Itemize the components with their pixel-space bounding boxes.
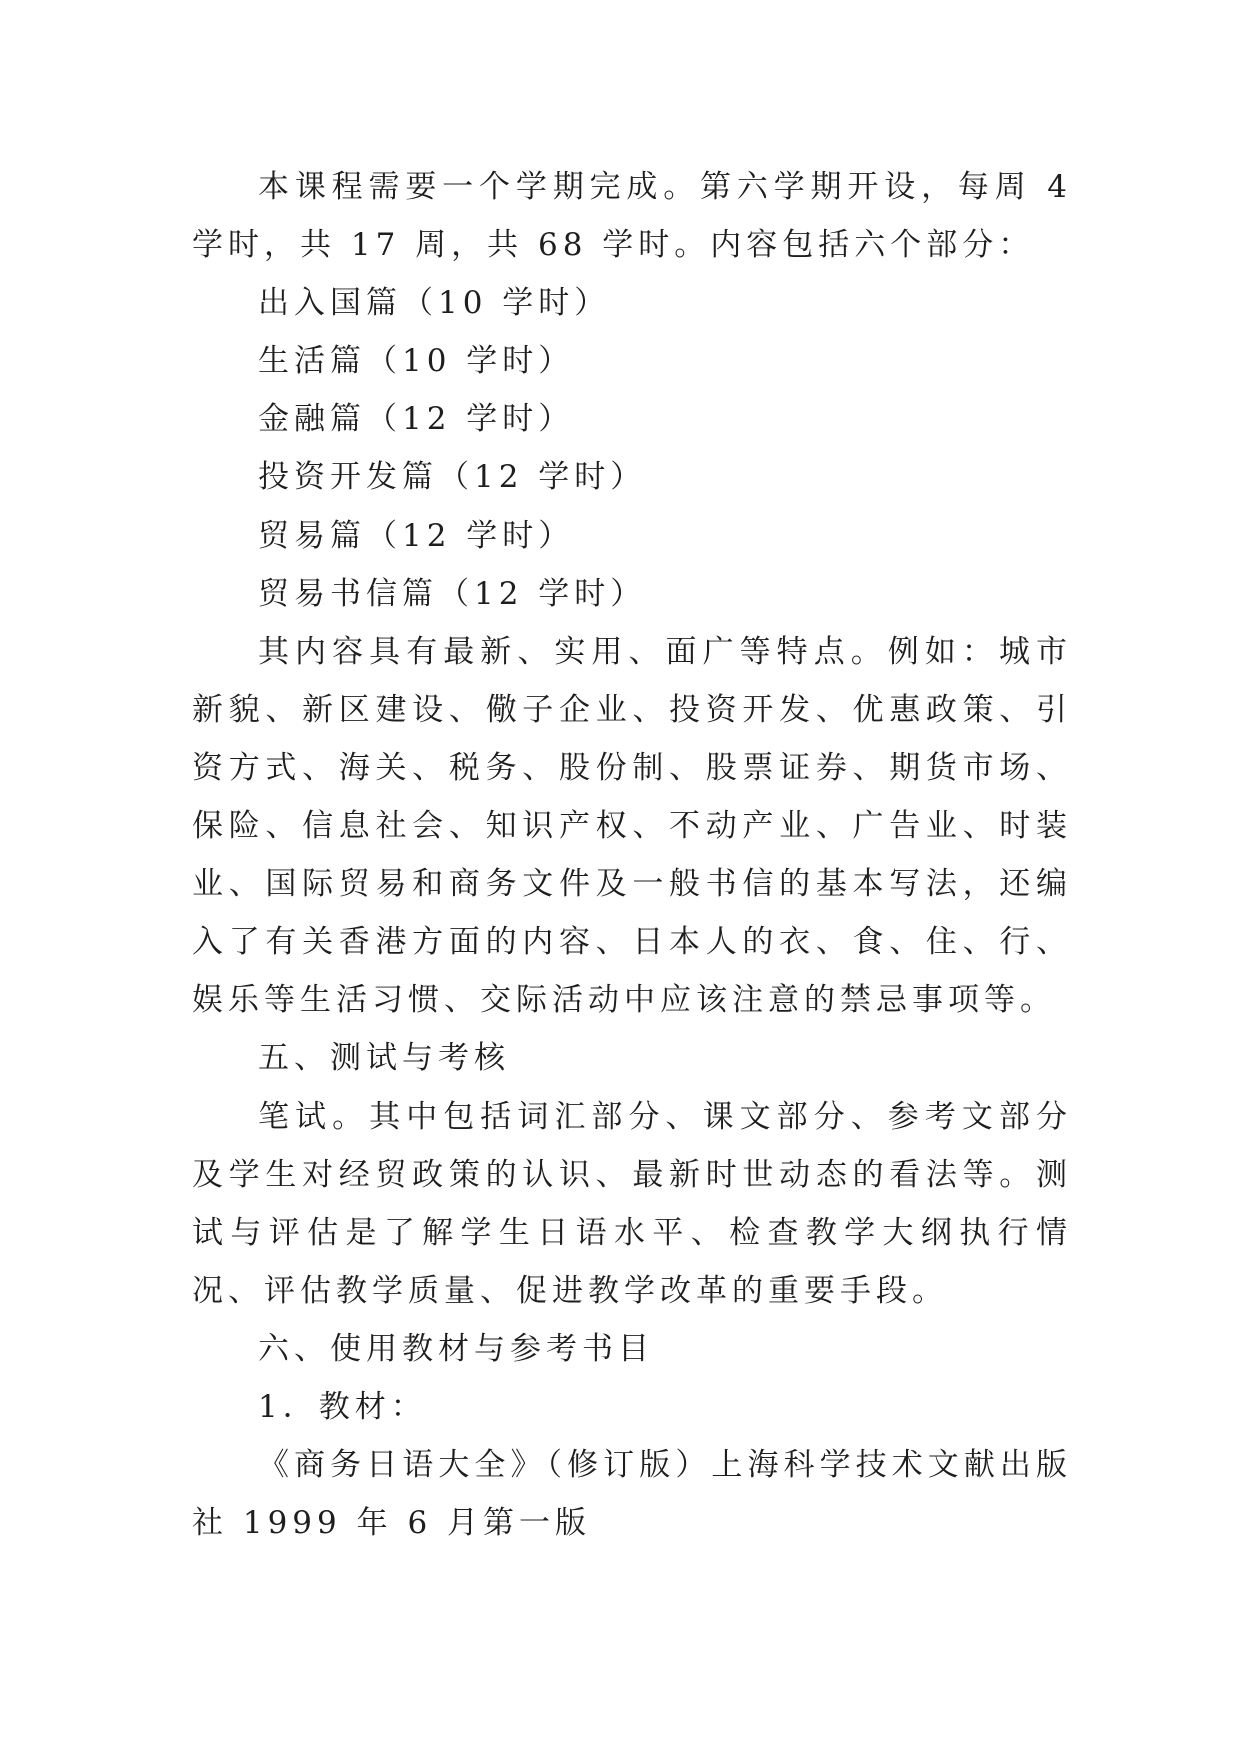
part-item-life: 生活篇（10 学时）: [258, 343, 575, 380]
textbook-label: 1．教材：: [258, 1388, 427, 1425]
part-item-immigration: 出入国篇（10 学时）: [258, 285, 611, 322]
section-heading-textbooks: 六、使用教材与参考书目: [258, 1330, 654, 1367]
part-item-finance: 金融篇（12 学时）: [258, 401, 575, 438]
document-body: [192, 158, 1072, 1552]
part-item-investment: 投资开发篇（12 学时）: [258, 459, 647, 496]
assessment-paragraph: 笔试。其中包括词汇部分、课文部分、参考文部分及学生对经贸政策的认识、最新时世动态的看法等。测试与评估是了解学生日语水平、检查教学大纲执行情况、评估教学质量、促进教学改革的重要手段。: [192, 1098, 1072, 1309]
content-features-paragraph: 其内容具有最新、实用、面广等特点。例如：城市新貌、新区建设、儆子企业、投资开发、优惠政策、引资方式、海关、税务、股份制、股票证券、期货市场、保险、信息社会、知识产权、不动产业、广告业、时装业、国际贸易和商务文件及一般书信的基本写法，还编入了有关香港方面的内容、日本人的衣、食、住、行、娱乐等生活习惯、交际活动中应该注意的禁忌事项等。: [192, 633, 1072, 1019]
part-item-trade-letters: 贸易书信篇（12 学时）: [258, 575, 647, 612]
textbook-citation: 《商务日语大全》（修订版）上海科学技术文献出版社 1999 年 6 月第一版: [192, 1447, 1072, 1542]
section-heading-assessment: 五、测试与考核: [258, 1040, 510, 1077]
part-item-trade: 贸易篇（12 学时）: [258, 517, 575, 554]
course-duration-paragraph: 本课程需要一个学期完成。第六学期开设，每周 4 学时，共 17 周，共 68 学时。内容包括六个部分：: [192, 169, 1072, 264]
